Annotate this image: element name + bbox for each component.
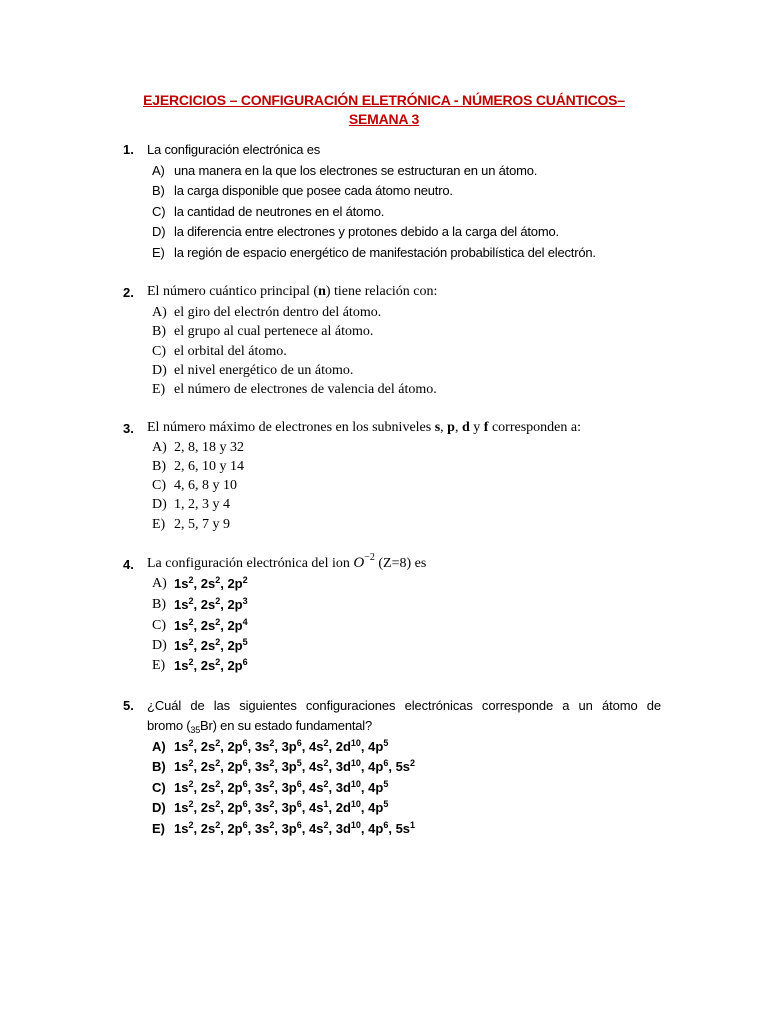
option-letter: C) bbox=[152, 780, 166, 795]
option-letter: D) bbox=[152, 638, 167, 653]
option-letter: E) bbox=[152, 821, 165, 836]
question-text: El número cuántico principal (n) tiene relación con: bbox=[147, 284, 438, 299]
option-letter: B) bbox=[152, 597, 166, 612]
option-letter: E) bbox=[152, 658, 166, 673]
option-text: el giro del electrón dentro del átomo. bbox=[174, 305, 382, 320]
option-letter: C) bbox=[152, 478, 166, 493]
question-number: 3. bbox=[123, 421, 134, 436]
option-text: $1s^2$, $2s^2$, $2p^6$, $3s^2$, $3p^6$, $4s^2$, $2d^{10}$, $4p^5$ bbox=[174, 738, 389, 754]
option-text: 2, 5, 7 y 9 bbox=[174, 517, 230, 532]
option-text: $1s^2$, $2s^2$, $2p^2$ bbox=[174, 575, 248, 591]
question-number: 2. bbox=[123, 285, 134, 300]
option-letter: E) bbox=[152, 517, 166, 532]
option-text: 4, 6, 8 y 10 bbox=[174, 478, 237, 493]
option-text: $1s^2$, $2s^2$, $2p^6$, $3s^2$, $3p^6$, $4s^2$, $3d^{10}$, $4p^6$, $5s^1$ bbox=[174, 820, 416, 836]
option-letter: E) bbox=[152, 245, 165, 260]
ion-formula: $O^{-2}$ bbox=[353, 552, 375, 571]
option-text: la región de espacio energético de manifestación probabilística del electrón. bbox=[174, 245, 596, 260]
option-letter: A) bbox=[152, 739, 166, 754]
option-text: el grupo al cual pertenece al átomo. bbox=[174, 324, 374, 339]
option-text: $1s^2$, $2s^2$, $2p^6$, $3s^2$, $3p^6$, $4s^2$, $3d^{10}$, $4p^5$ bbox=[174, 779, 389, 795]
option-text: $1s^2$, $2s^2$, $2p^6$, $3s^2$, $3p^6$, $4s^1$, $2d^{10}$, $4p^5$ bbox=[174, 799, 389, 815]
option-letter: B) bbox=[152, 324, 166, 339]
option-letter: E) bbox=[152, 382, 166, 397]
option-text: $1s^2$, $2s^2$, $2p^5$ bbox=[174, 637, 248, 653]
option-letter: B) bbox=[152, 459, 166, 474]
option-text: el orbital del átomo. bbox=[174, 344, 287, 359]
question-text-line2: bromo $(_{35}Br)$ en su estado fundamental? bbox=[147, 718, 373, 735]
option-letter: D) bbox=[152, 224, 166, 239]
option-text: $1s^2$, $2s^2$, $2p^6$, $3s^2$, $3p^5$, $4s^2$, $3d^{10}$, $4p^6$, $5s^2$ bbox=[174, 758, 416, 774]
option-letter: D) bbox=[152, 363, 167, 378]
option-text: 2, 6, 10 y 14 bbox=[174, 459, 244, 474]
question-text: La configuración electrónica del ion $O^{-2}$ (Z=8) es bbox=[147, 552, 427, 571]
option-letter: C) bbox=[152, 344, 166, 359]
option-text: $1s^2$, $2s^2$, $2p^3$ bbox=[174, 596, 248, 612]
option-text: 2, 8, 18 y 32 bbox=[174, 440, 244, 455]
option-text: una manera en la que los electrones se estructuran en un átomo. bbox=[174, 163, 538, 178]
option-text: la carga disponible que posee cada átomo neutro. bbox=[174, 183, 453, 198]
option-letter: D) bbox=[152, 800, 166, 815]
option-text: la diferencia entre electrones y protones debido a la carga del átomo. bbox=[174, 224, 559, 239]
option-letter: C) bbox=[152, 618, 166, 633]
worksheet-title-line2: SEMANA 3 bbox=[348, 111, 420, 127]
option-letter: C) bbox=[152, 204, 166, 219]
option-letter: A) bbox=[152, 163, 165, 178]
option-text: el número de electrones de valencia del átomo. bbox=[174, 382, 437, 397]
option-letter: A) bbox=[152, 576, 167, 591]
option-text: 1, 2, 3 y 4 bbox=[174, 497, 230, 512]
question-text: El número máximo de electrones en los subniveles s, p, d y f corresponden a: bbox=[147, 420, 581, 435]
question-number: 5. bbox=[123, 698, 134, 713]
worksheet-title-line1: EJERCICIOS – CONFIGURACIÓN ELETRÓNICA - NÚMEROS CUÁNTICOS– bbox=[143, 92, 625, 108]
option-letter: B) bbox=[152, 183, 165, 198]
question-number: 1. bbox=[123, 142, 134, 157]
option-text: $1s^2$, $2s^2$, $2p^6$ bbox=[174, 657, 248, 673]
question-number: 4. bbox=[123, 557, 134, 572]
option-text: $1s^2$, $2s^2$, $2p^4$ bbox=[174, 617, 248, 633]
option-letter: A) bbox=[152, 440, 167, 455]
question-text: La configuración electrónica es bbox=[147, 142, 321, 157]
option-text: la cantidad de neutrones en el átomo. bbox=[174, 204, 385, 219]
option-text: el nivel energético de un átomo. bbox=[174, 363, 354, 378]
option-letter: B) bbox=[152, 759, 166, 774]
option-letter: D) bbox=[152, 497, 167, 512]
option-letter: A) bbox=[152, 305, 167, 320]
question-text-line1: ¿Cuál de las siguientes configuraciones electrónicas corresponde a un átomo de bbox=[147, 698, 661, 713]
